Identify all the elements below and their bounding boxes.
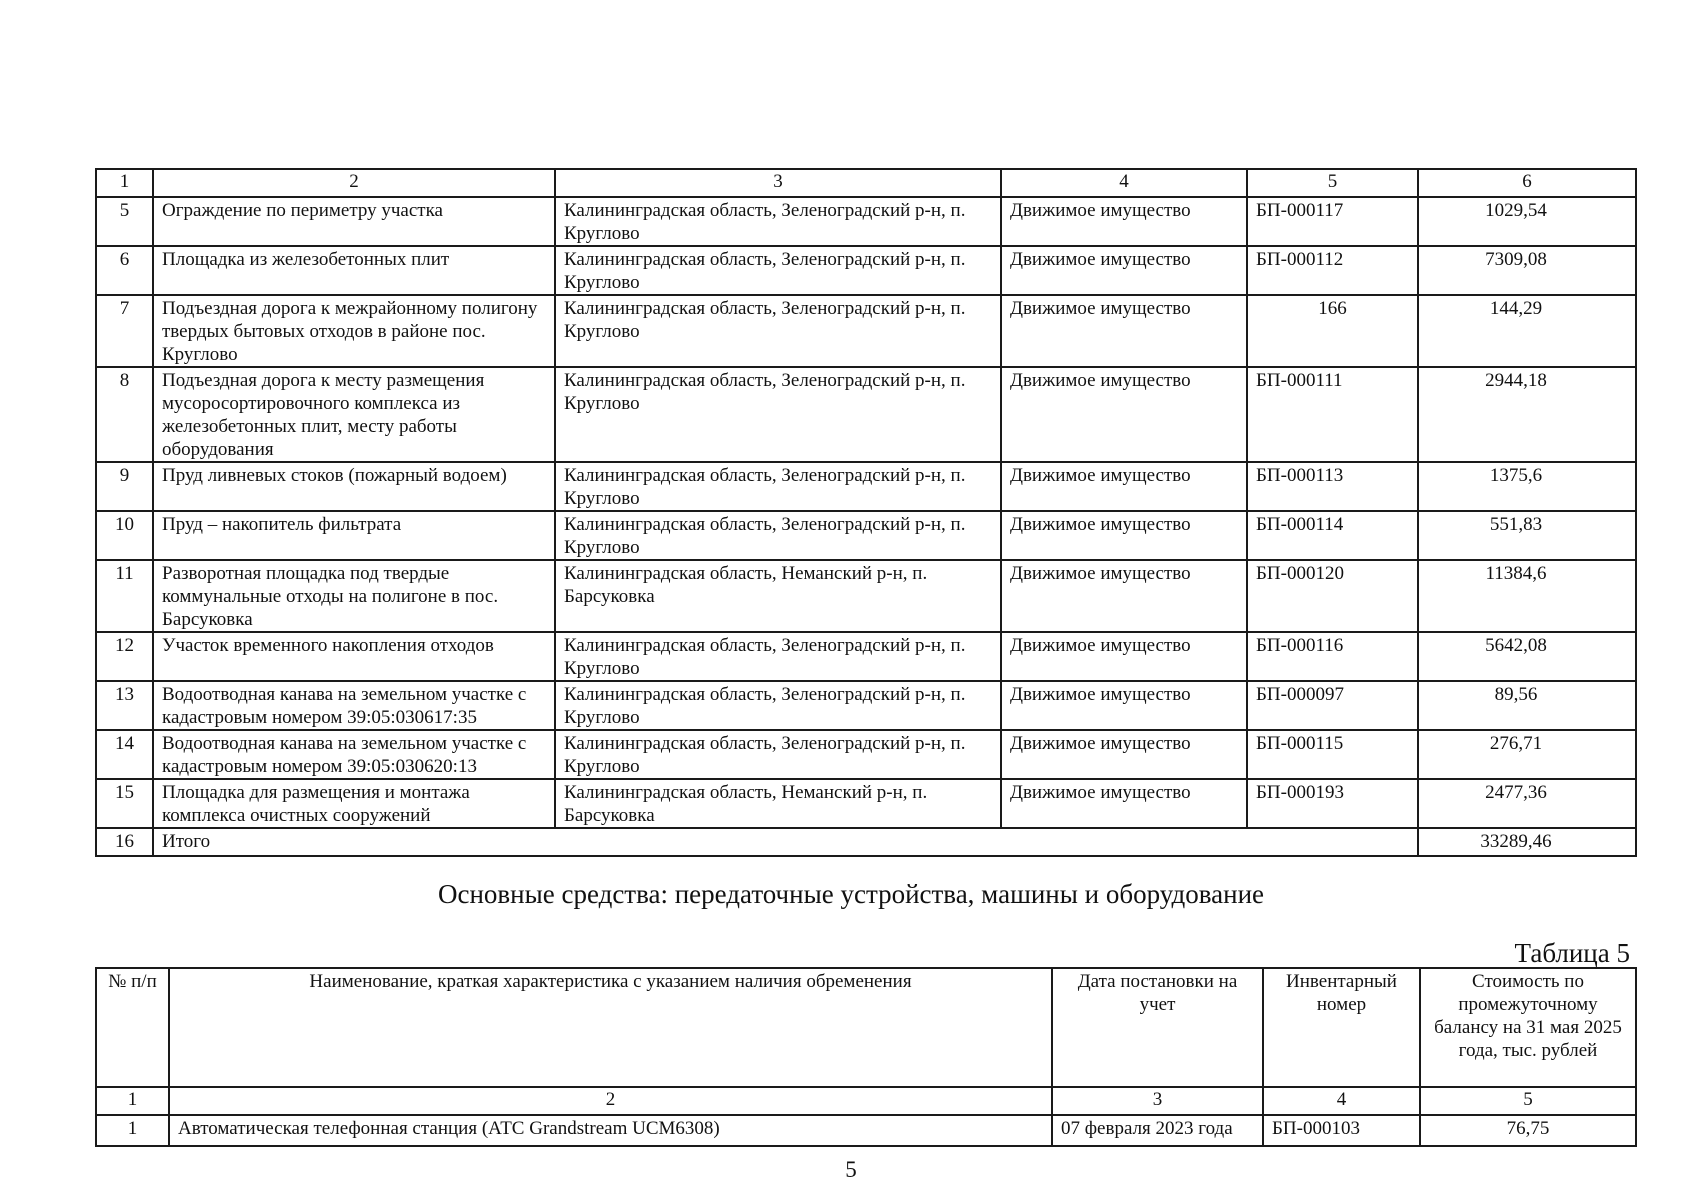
row-number: 11 bbox=[96, 560, 153, 632]
asset-type: Движимое имущество bbox=[1001, 462, 1247, 511]
asset-value: 11384,6 bbox=[1418, 560, 1636, 632]
asset-value: 1029,54 bbox=[1418, 197, 1636, 246]
row-number: 12 bbox=[96, 632, 153, 681]
asset-address: Калининградская область, Зеленоградский р-н, п. Круглово bbox=[555, 632, 1001, 681]
asset-address: Калининградская область, Зеленоградский р-н, п. Круглово bbox=[555, 462, 1001, 511]
header-name: Наименование, краткая характеристика с указанием наличия обременения bbox=[169, 968, 1052, 1087]
table-row bbox=[96, 511, 1636, 560]
asset-name: Ограждение по периметру участка bbox=[153, 197, 555, 246]
asset-type: Движимое имущество bbox=[1001, 632, 1247, 681]
column-number: 5 bbox=[1247, 169, 1418, 197]
asset-address: Калининградская область, Зеленоградский р-н, п. Круглово bbox=[555, 681, 1001, 730]
row-number: 8 bbox=[96, 367, 153, 462]
equipment-name: Автоматическая телефонная станция (АТС Grandstream UCM6308) bbox=[169, 1115, 1052, 1146]
equipment-table-5 bbox=[95, 967, 1637, 1147]
asset-type: Движимое имущество bbox=[1001, 367, 1247, 462]
column-number: 6 bbox=[1418, 169, 1636, 197]
inventory-number: БП-000103 bbox=[1263, 1115, 1420, 1146]
inventory-number: 166 bbox=[1247, 295, 1418, 367]
row-number: 13 bbox=[96, 681, 153, 730]
asset-type: Движимое имущество bbox=[1001, 779, 1247, 828]
asset-value: 89,56 bbox=[1418, 681, 1636, 730]
header-date: Дата постановки на учет bbox=[1052, 968, 1263, 1087]
asset-address: Калининградская область, Зеленоградский р-н, п. Круглово bbox=[555, 197, 1001, 246]
header-number: № п/п bbox=[96, 968, 169, 1087]
table-row bbox=[96, 367, 1636, 462]
asset-type: Движимое имущество bbox=[1001, 197, 1247, 246]
asset-name: Пруд – накопитель фильтрата bbox=[153, 511, 555, 560]
row-number: 5 bbox=[96, 197, 153, 246]
row-number: 1 bbox=[96, 1115, 169, 1146]
row-number: 14 bbox=[96, 730, 153, 779]
inventory-number: БП-000111 bbox=[1247, 367, 1418, 462]
asset-name: Пруд ливневых стоков (пожарный водоем) bbox=[153, 462, 555, 511]
table-row bbox=[96, 779, 1636, 828]
column-number: 4 bbox=[1001, 169, 1247, 197]
column-number: 1 bbox=[96, 1087, 169, 1115]
header-value: Стоимость по промежуточному балансу на 31 мая 2025 года, тыс. рублей bbox=[1420, 968, 1636, 1087]
inventory-number: БП-000097 bbox=[1247, 681, 1418, 730]
row-number: 9 bbox=[96, 462, 153, 511]
asset-address: Калининградская область, Зеленоградский р-н, п. Круглово bbox=[555, 730, 1001, 779]
asset-name: Водоотводная канава на земельном участке с кадастровым номером 39:05:030617:35 bbox=[153, 681, 555, 730]
inventory-number: БП-000193 bbox=[1247, 779, 1418, 828]
row-number: 6 bbox=[96, 246, 153, 295]
asset-type: Движимое имущество bbox=[1001, 730, 1247, 779]
table-row bbox=[96, 197, 1636, 246]
header-inventory: Инвентарный номер bbox=[1263, 968, 1420, 1087]
row-number: 7 bbox=[96, 295, 153, 367]
asset-type: Движимое имущество bbox=[1001, 560, 1247, 632]
inventory-number: БП-000115 bbox=[1247, 730, 1418, 779]
header-row bbox=[96, 968, 1636, 1087]
column-number: 2 bbox=[169, 1087, 1052, 1115]
asset-value: 1375,6 bbox=[1418, 462, 1636, 511]
equipment-value: 76,75 bbox=[1420, 1115, 1636, 1146]
inventory-number: БП-000114 bbox=[1247, 511, 1418, 560]
column-number: 3 bbox=[555, 169, 1001, 197]
asset-type: Движимое имущество bbox=[1001, 681, 1247, 730]
table-row bbox=[96, 560, 1636, 632]
asset-name: Подъездная дорога к межрайонному полигону твердых бытовых отходов в районе пос. Круглово bbox=[153, 295, 555, 367]
asset-name: Подъездная дорога к месту размещения мусоросортировочного комплекса из железобетонных плит, месту работы оборудования bbox=[153, 367, 555, 462]
asset-name: Водоотводная канава на земельном участке с кадастровым номером 39:05:030620:13 bbox=[153, 730, 555, 779]
asset-value: 144,29 bbox=[1418, 295, 1636, 367]
column-number: 5 bbox=[1420, 1087, 1636, 1115]
asset-name: Разворотная площадка под твердые коммунальные отходы на полигоне в пос. Барсуковка bbox=[153, 560, 555, 632]
inventory-number: БП-000116 bbox=[1247, 632, 1418, 681]
section-title: Основные средства: передаточные устройства, машины и оборудование bbox=[437, 879, 1265, 909]
total-label: Итого bbox=[153, 828, 1418, 856]
asset-address: Калининградская область, Неманский р-н, п. Барсуковка bbox=[555, 560, 1001, 632]
total-row bbox=[96, 828, 1636, 856]
table-row bbox=[96, 462, 1636, 511]
row-number: 10 bbox=[96, 511, 153, 560]
asset-name: Участок временного накопления отходов bbox=[153, 632, 555, 681]
asset-address: Калининградская область, Зеленоградский р-н, п. Круглово bbox=[555, 295, 1001, 367]
table-row bbox=[96, 681, 1636, 730]
page-number: 5 bbox=[845, 1157, 857, 1182]
asset-address: Калининградская область, Зеленоградский р-н, п. Круглово bbox=[555, 511, 1001, 560]
column-number: 2 bbox=[153, 169, 555, 197]
asset-name: Площадка для размещения и монтажа комплекса очистных сооружений bbox=[153, 779, 555, 828]
inventory-number: БП-000117 bbox=[1247, 197, 1418, 246]
asset-value: 7309,08 bbox=[1418, 246, 1636, 295]
table-row bbox=[96, 1115, 1636, 1146]
column-number-row bbox=[96, 1087, 1636, 1115]
asset-value: 551,83 bbox=[1418, 511, 1636, 560]
asset-value: 5642,08 bbox=[1418, 632, 1636, 681]
table-row bbox=[96, 246, 1636, 295]
asset-address: Калининградская область, Неманский р-н, п. Барсуковка bbox=[555, 779, 1001, 828]
asset-address: Калининградская область, Зеленоградский р-н, п. Круглово bbox=[555, 246, 1001, 295]
row-number: 15 bbox=[96, 779, 153, 828]
table-row bbox=[96, 295, 1636, 367]
asset-value: 2944,18 bbox=[1418, 367, 1636, 462]
asset-value: 2477,36 bbox=[1418, 779, 1636, 828]
table-row bbox=[96, 632, 1636, 681]
table-label: Таблица 5 bbox=[1514, 938, 1630, 968]
row-number: 16 bbox=[96, 828, 153, 856]
asset-address: Калининградская область, Зеленоградский р-н, п. Круглово bbox=[555, 367, 1001, 462]
registration-date: 07 февраля 2023 года bbox=[1052, 1115, 1263, 1146]
table-row bbox=[96, 730, 1636, 779]
inventory-number: БП-000112 bbox=[1247, 246, 1418, 295]
asset-name: Площадка из железобетонных плит bbox=[153, 246, 555, 295]
inventory-number: БП-000113 bbox=[1247, 462, 1418, 511]
asset-value: 276,71 bbox=[1418, 730, 1636, 779]
column-number: 4 bbox=[1263, 1087, 1420, 1115]
inventory-number: БП-000120 bbox=[1247, 560, 1418, 632]
property-table-4 bbox=[95, 168, 1637, 857]
asset-type: Движимое имущество bbox=[1001, 511, 1247, 560]
column-number: 3 bbox=[1052, 1087, 1263, 1115]
column-number-row bbox=[96, 169, 1636, 197]
total-value: 33289,46 bbox=[1418, 828, 1636, 856]
asset-type: Движимое имущество bbox=[1001, 246, 1247, 295]
asset-type: Движимое имущество bbox=[1001, 295, 1247, 367]
column-number: 1 bbox=[96, 169, 153, 197]
